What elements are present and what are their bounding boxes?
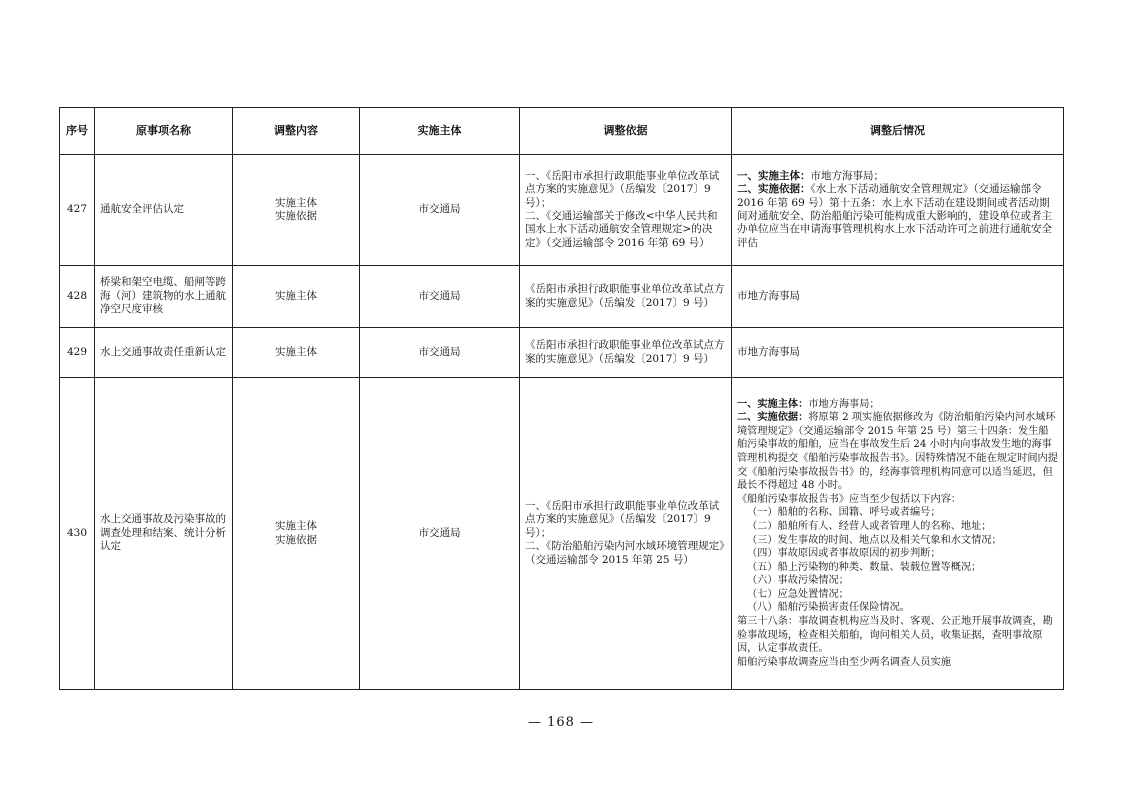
after-basis: 《水上水下活动通航安全管理规定》（交通运输部令 2016 年第 69 号）第十五条：水上水下活动在建设期间或者活动期间对通航安全、防治船舶污染可能构成重大影响的，建设单位或者主办单位应当在申请海事管理机构水上水下活动许可之前进行通航安全评估	[737, 183, 1052, 249]
label-basis: 二、实施依据：	[737, 183, 811, 196]
report-item: （四）事故原因或者事故原因的初步判断；	[747, 548, 941, 560]
report-contents-intro: 《船舶污染事故报告书》应当至少包括以下内容：	[737, 493, 962, 505]
item-name: 水上交通事故及污染事故的调查处理和结案、统计分析认定	[95, 378, 233, 690]
adjust-basis: 一、《岳阳市承担行政职能事业单位改革试点方案的实施意见》（岳编发〔2017〕9 号）； 二、《防治船舶污染内河水域环境管理规定》（交通运输部令 2015 年第 25 号）	[520, 378, 732, 690]
implementing-subject: 市交通局	[360, 266, 520, 328]
implementing-subject: 市交通局	[360, 328, 520, 378]
row-number: 428	[60, 266, 95, 328]
after-situation: 市地方海事局	[732, 266, 1064, 328]
report-item: （一）船舶的名称、国籍、呼号或者编号；	[747, 507, 941, 519]
header-after: 调整后情况	[732, 108, 1064, 155]
after-basis: 将原第 2 项实施依据修改为《防治船舶污染内河水域环境管理规定》（交通运输部令 2015 年第 25 号）第三十四条：发生船舶污染事故的船舶，应当在事故发生后 24 小时内向事故发生地的海事管理机构提交《船舶污染事故报告书》。因特殊情况不能在规定时间内提交《船舶污染事故报告书》的，经海事管理机构同意可以适当延迟，但最长不得超过 48 小时。	[737, 412, 1058, 492]
page-number: — 168 —	[527, 715, 595, 730]
item-name: 桥梁和架空电缆、船闸等跨海（河）建筑物的水上通航净空尺度审核	[95, 266, 233, 328]
adjust-basis: 一、《岳阳市承担行政职能事业单位改革试点方案的实施意见》（岳编发〔2017〕9 号）； 二、《交通运输部关于修改<中华人民共和国水上水下活动通航安全管理规定>的决定》（交通运输部令 2016 年第 69 号）	[520, 155, 732, 266]
report-item: （八）船舶污染损害责任保险情况。	[747, 602, 910, 614]
table-row	[60, 378, 1064, 690]
label-subject: 一、实施主体：	[737, 398, 809, 410]
table-row	[60, 155, 1064, 266]
after-situation	[732, 155, 1064, 266]
header-basis: 调整依据	[520, 108, 732, 155]
table-header-row	[60, 108, 1064, 155]
header-name: 原事项名称	[95, 108, 233, 155]
report-item: （五）船上污染物的种类、数量、装载位置等概况；	[747, 561, 982, 573]
article-38: 第三十八条：事故调查机构应当及时、客观、公正地开展事故调查，勘验事故现场，检查相关船舶，询问相关人员，收集证据，查明事故原因，认定事故责任。	[737, 616, 1053, 655]
report-item: （七）应急处置情况；	[747, 588, 849, 600]
table-row	[60, 266, 1064, 328]
header-subject: 实施主体	[360, 108, 520, 155]
report-item: （三）发生事故的时间、地点以及相关气象和水文情况；	[747, 534, 1002, 546]
report-item: （二）船舶所有人、经营人或者管理人的名称、地址；	[747, 520, 992, 532]
after-subject: 市地方海事局；	[810, 169, 884, 182]
label-basis: 二、实施依据：	[737, 412, 809, 424]
investigation-note: 船舶污染事故调查应当由至少两名调查人员实施	[737, 656, 951, 668]
item-name: 通航安全评估认定	[95, 155, 233, 266]
row-number: 429	[60, 328, 95, 378]
implementing-subject: 市交通局	[360, 378, 520, 690]
row-number: 427	[60, 155, 95, 266]
after-subject: 市地方海事局；	[808, 398, 880, 410]
label-subject: 一、实施主体：	[737, 169, 811, 182]
table-row	[60, 328, 1064, 378]
item-name: 水上交通事故责任重新认定	[95, 328, 233, 378]
adjust-basis: 《岳阳市承担行政职能事业单位改革试点方案的实施意见》（岳编发〔2017〕9 号）	[520, 328, 732, 378]
adjust-content: 实施主体	[233, 328, 360, 378]
row-number: 430	[60, 378, 95, 690]
implementing-subject: 市交通局	[360, 155, 520, 266]
adjust-basis: 《岳阳市承担行政职能事业单位改革试点方案的实施意见》（岳编发〔2017〕9 号）	[520, 266, 732, 328]
after-situation	[732, 378, 1064, 690]
header-content: 调整内容	[233, 108, 360, 155]
report-item: （六）事故污染情况；	[747, 575, 849, 587]
adjustment-table	[59, 107, 1064, 690]
after-situation: 市地方海事局	[732, 328, 1064, 378]
header-seq: 序号	[60, 108, 95, 155]
adjust-content: 实施主体	[233, 266, 360, 328]
adjust-content: 实施主体 实施依据	[233, 378, 360, 690]
adjust-content: 实施主体 实施依据	[233, 155, 360, 266]
